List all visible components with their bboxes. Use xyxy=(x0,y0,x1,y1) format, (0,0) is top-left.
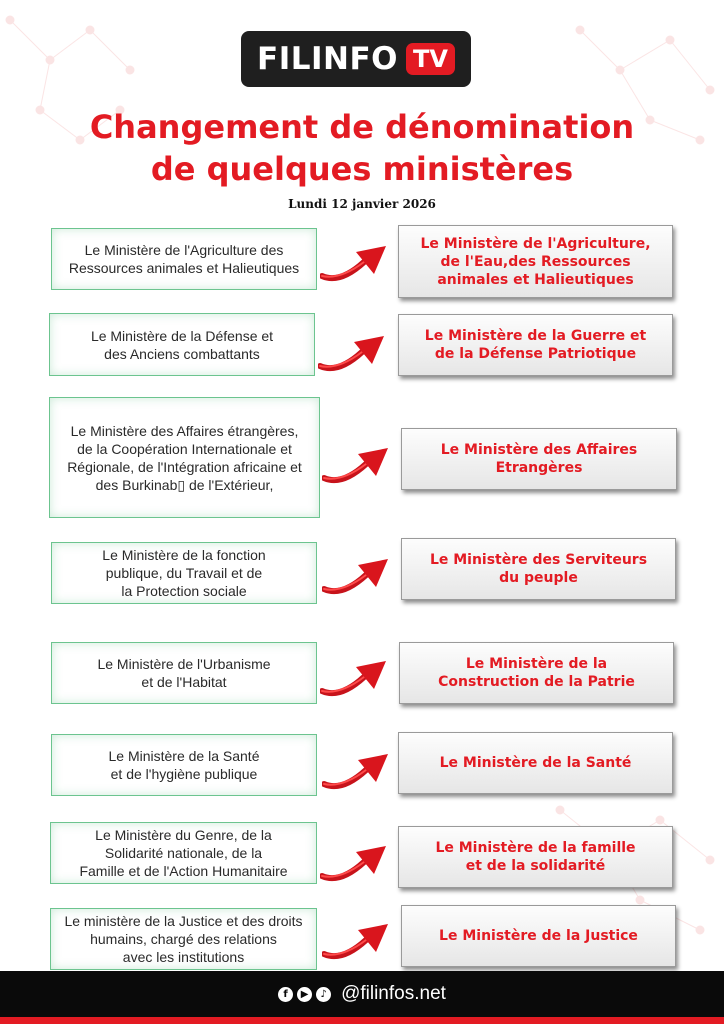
title-line-2: de quelques ministères xyxy=(150,150,574,188)
new-ministry-name: Le Ministère de la Santé xyxy=(398,732,673,794)
page-title xyxy=(0,106,724,190)
red-arrow-icon xyxy=(320,240,392,286)
title-line-1: Changement de dénomination xyxy=(89,108,635,146)
old-ministry-name: Le Ministère de l'Agriculture des Ressources animales et Halieutiques xyxy=(51,228,317,290)
new-ministry-name: Le Ministère de la Guerre et de la Défense Patriotique xyxy=(398,314,673,376)
old-ministry-name: Le Ministère de la fonction publique, du Travail et de la Protection sociale xyxy=(51,542,317,604)
publication-date: Lundi 12 janvier 2026 xyxy=(288,197,436,211)
red-arrow-icon xyxy=(320,840,392,886)
red-arrow-icon xyxy=(322,442,394,488)
footer-accent-line xyxy=(0,1017,724,1024)
new-ministry-name: Le Ministère de la famille et de la solidarité xyxy=(398,826,673,888)
brand-badge: TV xyxy=(406,43,455,75)
new-ministry-name: Le Ministère des Serviteurs du peuple xyxy=(401,538,676,600)
new-ministry-name: Le Ministère des Affaires Etrangères xyxy=(401,428,677,490)
old-ministry-name: Le Ministère de l'Urbanisme et de l'Habitat xyxy=(51,642,317,704)
red-arrow-icon xyxy=(322,553,394,599)
red-arrow-icon xyxy=(322,748,394,794)
new-ministry-name: Le Ministère de la Construction de la Patrie xyxy=(399,642,674,704)
red-arrow-icon xyxy=(318,330,390,376)
old-ministry-name: Le Ministère des Affaires étrangères, de la Coopération Internationale et Régionale, de l'Intégration africaine et des Burkinab▯ de l'Extérieur, xyxy=(49,397,320,518)
brand-name: FILINFO xyxy=(257,41,399,77)
youtube-icon[interactable]: ▶ xyxy=(297,987,312,1002)
red-arrow-icon xyxy=(320,655,392,701)
footer-bar xyxy=(0,971,724,1017)
new-ministry-name: Le Ministère de l'Agriculture, de l'Eau,des Ressources animales et Halieutiques xyxy=(398,225,673,298)
old-ministry-name: Le ministère de la Justice et des droits humains, chargé des relations avec les institutions xyxy=(50,908,317,970)
tiktok-icon[interactable]: ♪ xyxy=(316,987,331,1002)
new-ministry-name: Le Ministère de la Justice xyxy=(401,905,676,967)
facebook-icon[interactable]: f xyxy=(278,987,293,1002)
old-ministry-name: Le Ministère de la Santé et de l'hygiène publique xyxy=(51,734,317,796)
social-handle[interactable]: @filinfos.net xyxy=(341,983,446,1004)
old-ministry-name: Le Ministère du Genre, de la Solidarité nationale, de la Famille et de l'Action Humanitaire xyxy=(50,822,317,884)
red-arrow-icon xyxy=(322,918,394,964)
brand-logo xyxy=(241,31,471,87)
old-ministry-name: Le Ministère de la Défense et des Anciens combattants xyxy=(49,313,315,376)
